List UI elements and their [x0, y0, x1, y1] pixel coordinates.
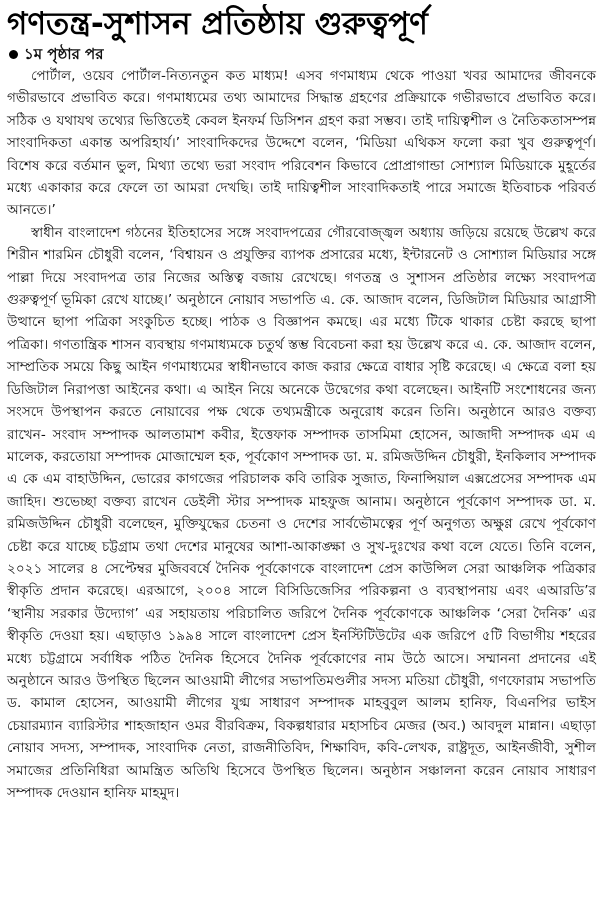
continued-from-label: ১ম পৃষ্ঠার পর	[24, 45, 104, 63]
article-body	[7, 65, 596, 804]
article-headline: গণতন্ত্র-সুশাসন প্রতিষ্ঠায় গুরুত্বপূর্ণ	[7, 6, 428, 42]
article-paragraph: পোর্টাল, ওয়েব পোর্টাল-নিত্যনতুন কত মাধ্যম! এসব গণমাধ্যম থেকে পাওয়া খবর আমাদের জীবনকে গভীরভাবে প্রভাবিত করে। গণমাধ্যমের তথ্য আমাদের সিদ্ধান্ত গ্রহণের প্রক্রিয়াকে গভীরভাবে প্রভাবিত করে। সঠিক ও যথাযথ তথ্যের ভিত্তিতেই কেবল ইনফর্ম ডিসিশন গ্রহণ করা সম্ভব। তাই দায়িত্বশীল ও নৈতিকতাসম্পন্ন সাংবাদিকতা একান্ত অপরিহার্য।’ সাংবাদিকদের উদ্দেশে বলেন, ‘মিডিয়া এথিকস ফলো করা খুব গুরুত্বপূর্ণ। বিশেষ করে বর্তমান ভুল, মিথ্যা তথ্যে ভরা সংবাদ পরিবেশন কিভাবে প্রোপ্রাগান্ডা সোশ্যাল মিডিয়াকে মুহূর্তের মধ্যে একাকার করে ফেলে তা আমরা দেখছি। তাই দায়িত্বশীল সাংবাদিকতাই পারে সমাজে ইতিবাচক পরিবর্ত আনতে।’	[7, 68, 596, 219]
article-paragraph: স্বাধীন বাংলাদেশ গঠনের ইতিহাসের সঙ্গে সংবাদপত্রের গৌরবোজ্জ্বল অধ্যায় জড়িয়ে রয়েছে উল্লেখ করে শিরীন শারমিন চৌধুরী বলেন, ‘বিশ্বায়ন ও প্রযুক্তির ব্যাপক প্রসারের মধ্যে, ইন্টারনেট ও সোশ্যাল মিডিয়ার সঙ্গে পাল্লা দিয়ে সংবাদপত্র তার নিজের অস্তিত্ব বজায় রেখেছে। গণতন্ত্র ও সুশাসন প্রতিষ্ঠার লক্ষ্যে সংবাদপত্র গুরুত্বপূর্ণ ভূমিকা রেখে যাচ্ছে।’ অনুষ্ঠানে নোয়াব সভাপতি এ. কে. আজাদ বলেন, ডিজিটাল মিডিয়ার আগ্রাসী উত্থানে ছাপা পত্রিকা সংকুচিত হচ্ছে। পাঠক ও বিজ্ঞাপন কমছে। এর মধ্যে টিকে থাকার চেষ্টা করছে ছাপা পত্রিকা। গণতান্ত্রিক শাসন ব্যবস্থায় গণমাধ্যমকে চতুর্থ স্তম্ভ বিবেচনা করা হয় উল্লেখ করে এ. কে. আজাদ বলেন, সাম্প্রতিক সময়ে কিছু আইন গণমাধ্যমের স্বাধীনভাবে কাজ করার ক্ষেত্রে বাধার সৃষ্টি করেছে। এ ক্ষেত্রে বলা হয় ডিজিটাল নিরাপত্তা আইনের কথা। এ আইন নিয়ে অনেকে উদ্বেগের কথা বলেছেন। আইনটি সংশোধনের জন্য সংসদে উপস্থাপন করতে নোয়াবের পক্ষ থেকে তথ্যমন্ত্রীকে অনুরোধ করেন তিনি। অনুষ্ঠানে আরও বক্তব্য রাখেন- সংবাদ সম্পাদক আলতামাশ কবীর, ইত্তেফাক সম্পাদক তাসমিমা হোসেন, আজাদী সম্পাদক এম এ মালেক, করতোয়া সম্পাদক মোজাম্মেল হক, পূর্বকোণ সম্পাদক ডা. ম. রমিজউদ্দিন চৌধুরী, ইনকিলাব সম্পাদক এ কে এম বাহাউদ্দিন, ভোরের কাগজের পরিচালক কবি তারিক সুজাত, ফিনান্সিয়াল এক্সপ্রেসের সম্পাদক এম জাহিদ। শুভেচ্ছা বক্তব্য রাখেন ডেইলী স্টার সম্পাদক মাহফুজ আনাম। অনুষ্ঠানে পূর্বকোণ সম্পাদক ডা. ম. রমিজউদ্দিন চৌধুরী বলেছেন, মুক্তিযুদ্ধের চেতনা ও দেশের সার্বভৌমত্বের পূর্ণ অনুগত্য অক্ষুণ্ণ রেখে পূর্বকোণ চেষ্টা করে যাচ্ছে চট্টগ্রাম তথা দেশের মানুষের আশা-আকাঙ্ক্ষা ও সুখ-দুঃখের কথা বলে যেতে। তিনি বলেন, ২০২১ সালের ৪ সেপ্টেম্বর মুজিববর্ষে দৈনিক পূর্বকোণকে বাংলাদেশ প্রেস কাউন্সিল সেরা আঞ্চলিক পত্রিকার স্বীকৃতি প্রদান করেছে। এরআগে, ২০০৪ সালে বিসিডিজেসির পরিকল্পনা ও ব্যবস্থাপনায় এবং এআরডি’র ‘স্থানীয় সরকার উদ্যোগ’ এর সহায়তায় পরিচালিত জরিপে দৈনিক পূর্বকোণকে আঞ্চলিক ‘সেরা দৈনিক’ এর স্বীকৃতি দেওয়া হয়। এছাড়াও ১৯৯৪ সালে বাংলাদেশ প্রেস ইনস্টিটিউটের এক জরিপে ৫টি বিভাগীয় শহরের মধ্যে চট্টগ্রামে সর্বাধিক পঠিত দৈনিক হিসেবে দৈনিক পূর্বকোণের নাম উঠে আসে। সম্মাননা প্রদানের এই অনুষ্ঠানে আরও উপস্থিত ছিলেন আওয়ামী লীগের সভাপতিমণ্ডলীর সদস্য মতিয়া চৌধুরী, গণফোরাম সভাপতি ড. কামাল হোসেন, আওয়ামী লীগের যুগ্ম সাধারণ সম্পাদক মাহবুবুল আলম হানিফ, বিএনপির ভাইস চেয়ারম্যান ব্যারিস্টার শাহজাহান ওমর বীরবিক্রম, বিকল্পধারার মহাসচিব মেজর (অব.) আবদুল মান্নান। এছাড়া নোয়াব সদস্য, সম্পাদক, সাংবাদিক নেতা, রাজনীতিবিদ, শিক্ষাবিদ, কবি-লেখক, রাষ্ট্রদূত, আইনজীবী, সুশীল সমাজের প্রতিনিধিরা আমন্ত্রিত অতিথি হিসেবে উপস্থিত ছিলেন। অনুষ্ঠান সঞ্চালনা করেন নোয়াব সাধারণ সম্পাদক দেওয়ান হানিফ মাহমুদ।	[7, 224, 596, 801]
continued-from-line	[7, 44, 596, 64]
bullet-icon	[9, 50, 18, 59]
